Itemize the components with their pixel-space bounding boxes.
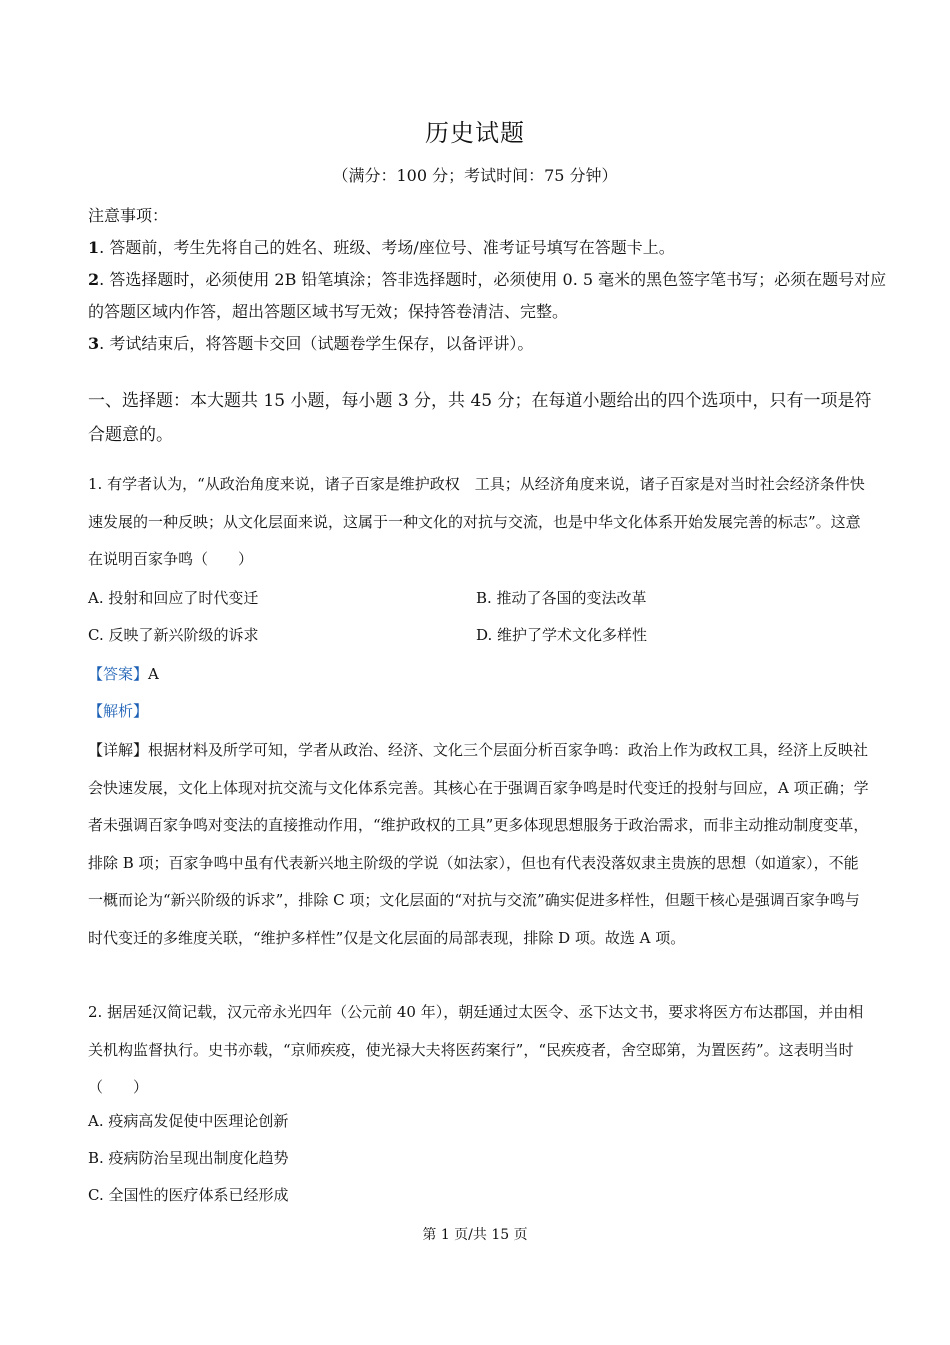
section-heading: 一、选择题：本大题共 15 小题，每小题 3 分，共 45 分；在每道小题给出的四个选项中，只有一项是符合题意的。 [88, 391, 872, 445]
analysis-line [88, 693, 148, 730]
option-a: A. 疫病高发促使中医理论创新 [88, 1112, 289, 1130]
note-number: 3 [88, 334, 100, 353]
answer-line [88, 656, 159, 693]
option-d: D. 维护了学术文化多样性 [476, 626, 648, 644]
question-2-stem: 2. 据居延汉简记载，汉元帝永光四年（公元前 40 年），朝廷通过太医令、丞下达文书，要求将医方布达郡国，并由相关机构监督执行。史书亦载，“京师疾疫，使光禄大夫将医药案行”，“民疾疫者，舍空邸第，为置医药”。这表明当时（ ） [88, 1003, 864, 1096]
option-b: B. 疫病防治呈现出制度化趋势 [88, 1149, 289, 1167]
notes-heading: 注意事项： [88, 206, 169, 225]
note-number: 1 [88, 238, 100, 257]
note-text: . 答选择题时，必须使用 2B 铅笔填涂；答非选择题时，必须使用 0. 5 毫米的黑色签字笔书写；必须在题号对应的答题区域内作答，超出答题区域书写无效；保持答卷清洁、完整。 [88, 270, 887, 321]
option-a: A. 投射和回应了时代变迁 [88, 589, 259, 607]
option-row [88, 617, 888, 654]
notes-section [88, 200, 888, 360]
option-c: C. 全国性的医疗体系已经形成 [88, 1186, 289, 1204]
exam-info: （满分：100 分；考试时间：75 分钟） [332, 166, 618, 185]
option-b: B. 推动了各国的变法改革 [476, 589, 647, 607]
answer-tag: 【答案】 [88, 665, 149, 683]
note-text: . 考试结束后，将答题卡交回（试题卷学生保存，以备评讲）。 [99, 334, 534, 353]
question-1-stem: 1. 有学者认为，“从政治角度来说，诸子百家是维护政权 工具；从经济角度来说，诸子百家是对当时社会经济条件快速发展的一种反映；从文化层面来说，这属于一种文化的对抗与交流，也是中华文化体系开始发展完善的标志”。这意在说明百家争鸣（ ） [88, 475, 865, 568]
note-text: . 答题前，考生先将自己的姓名、班级、考场/座位号、准考证号填写在答题卡上。 [99, 238, 675, 257]
question-1-options [88, 580, 888, 654]
analysis-tag: 【解析】 [88, 702, 149, 720]
answer-value: A [148, 665, 159, 683]
page-number: 第 1 页/共 15 页 [422, 1227, 528, 1243]
question-2-options [88, 1103, 888, 1214]
detail-text: 根据材料及所学可知，学者从政治、经济、文化三个层面分析百家争鸣：政治上作为政权工具，经济上反映社会快速发展，文化上体现对抗交流与文化体系完善。其核心在于强调百家争鸣是时代变迁的投射与回应，A 项正确；学者未强调百家争鸣对变法的直接推动作用，“维护政权的工具”更多体现思想服务于政治需求，而非主动推动制度变革，排除 B 项；百家争鸣中虽有代表新兴地主阶级的学说（如法家），但也有代表没落奴隶主贵族的思想（如道家），不能一概而论为“新兴阶级的诉求”，排除 C 项；文化层面的“对抗与交流”确实促进多样性，但题干核心是强调百家争鸣与时代变迁的多维度关联，“维护多样性”仅是文化层面的局部表现，排除 D 项。故选 A 项。 [88, 741, 869, 947]
note-item-1 [88, 232, 888, 264]
note-number: 2 [88, 270, 100, 289]
option-c: C. 反映了新兴阶级的诉求 [88, 626, 259, 644]
note-item-3 [88, 328, 888, 360]
note-item-2 [88, 264, 888, 328]
option-row [88, 580, 888, 617]
page-title: 历史试题 [425, 119, 525, 147]
detail-tag: 【详解】 [88, 741, 149, 759]
detail-explanation [88, 732, 873, 957]
